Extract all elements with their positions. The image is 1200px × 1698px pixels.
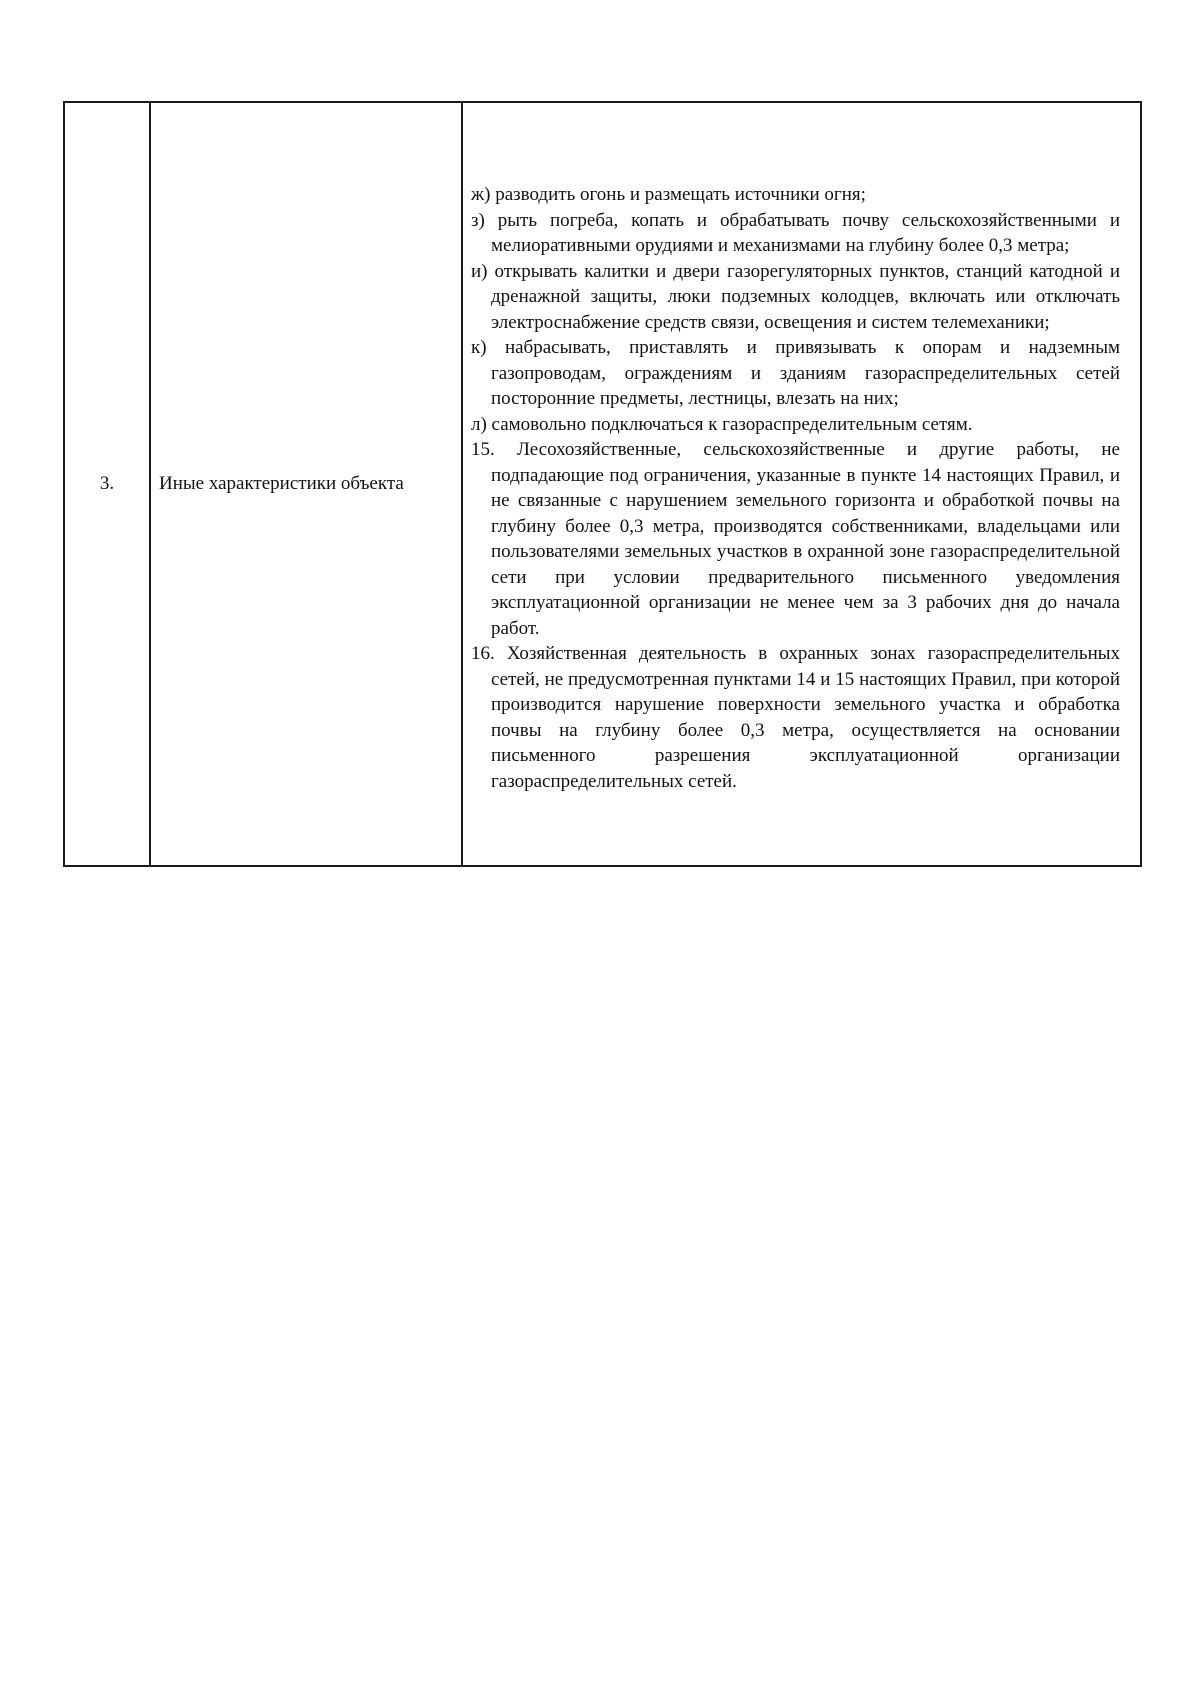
paragraph-k: к) набрасывать, приставлять и привязывать к опорам и надземным газопроводам, ограждениям и зданиям газораспределительных сетей посторонние предметы, лестницы, влезать на них; — [471, 337, 1120, 409]
paragraph-i: и) открывать калитки и двери газорегуляторных пунктов, станций катодной и дренажной защиты, люки подземных колодцев, включать или отключать электроснабжение средств связи, освещения и систем телемеханики; — [471, 260, 1120, 333]
row-number: 3. — [99, 473, 115, 494]
row-number-cell — [64, 102, 150, 866]
characteristics-table — [63, 101, 1142, 867]
paragraph-zh: ж) разводить огонь и размещать источники огня; — [471, 184, 866, 205]
paragraph-16: 16. Хозяйственная деятельность в охранных зонах газораспределительных сетей, не предусмотренная пунктами 14 и 15 настоящих Правил, при которой производится нарушение поверхности земельного участка и обработка почвы на глубину более 0,3 метра, осуществляется на основании письменного разрешения эксплуатационной организации газораспределительных сетей. — [471, 643, 1120, 792]
paragraph-z: з) рыть погреба, копать и обрабатывать почву сельскохозяйственными и мелиоративными орудиями и механизмами на глубину более 0,3 метра; — [471, 209, 1120, 256]
paragraph-l: л) самовольно подключаться к газораспределительным сетям. — [471, 413, 973, 435]
paragraph-15: 15. Лесохозяйственные, сельскохозяйственные и другие работы, не подпадающие под ограничения, указанные в пункте 14 настоящих Правил, и не связанные с нарушением земельного горизонта и обработкой почвы на глубину более 0,3 метра, производятся собственниками, владельцами или пользователями земельных участков в охранной зоне газораспределительной сети при условии предварительного письменного уведомления эксплуатационной организации не менее чем за 3 рабочих дня до начала работ. — [471, 439, 1120, 639]
row-name: Иные характеристики объекта — [159, 473, 404, 494]
row-name-cell — [150, 102, 462, 866]
table-row — [64, 102, 1141, 866]
row-text-cell — [462, 102, 1141, 866]
